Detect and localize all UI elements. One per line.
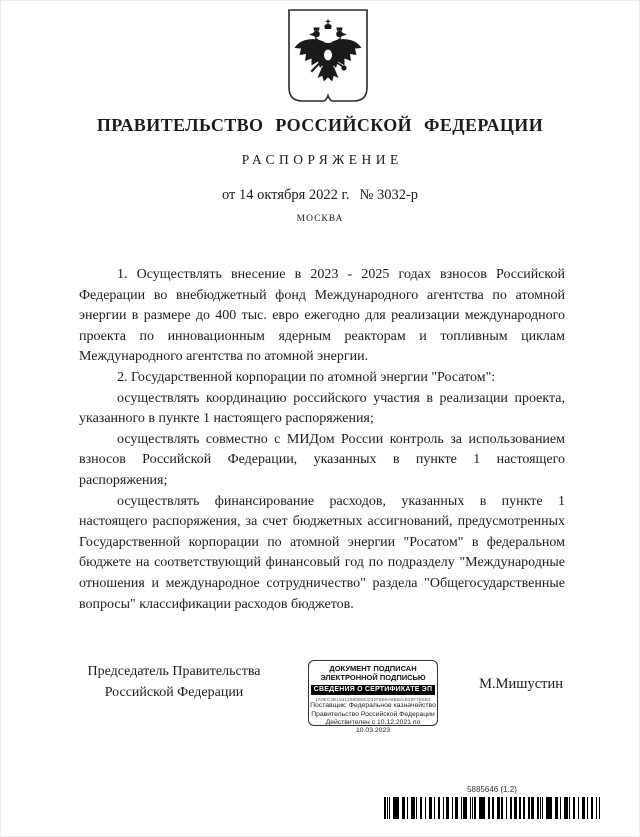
- electronic-signature-stamp: [308, 660, 438, 734]
- document-number: № 3032-р: [359, 187, 419, 203]
- document-body: [79, 265, 565, 615]
- stamp-validity: Действителен с 10.12.2021 по 10.03.2023: [325, 718, 421, 734]
- stamp-certificate-band: СВЕДЕНИЯ О СЕРТИФИКАТЕ ЭП: [311, 685, 435, 695]
- signatory-position-line2: Российской Федерации: [104, 684, 244, 700]
- body-paragraph: осуществлять координацию российского участия в реализации проекта, указанного в пункте 1 настоящего распоряжения;: [79, 390, 565, 427]
- barcode-label: 5885646 (1.2): [467, 785, 517, 794]
- body-paragraph: 1. Осуществлять внесение в 2023 - 2025 годах взносов Российской Федерации во внебюджетный фонд Международного агентства по атомной энергии в размере до 400 тыс. евро ежегодно для реализации международного проекта по инновационным ядерным реакторам и топливным циклам Международного агентства по атомной энергии.: [79, 267, 565, 365]
- body-paragraph: 2. Государственной корпорации по атомной энергии "Росатом":: [117, 369, 496, 385]
- signatory-position: [81, 662, 267, 703]
- stamp-title-line2: ЭЛЕКТРОННОЙ ПОДПИСЬЮ: [320, 672, 426, 682]
- signature-block: [1, 659, 639, 734]
- document-city: МОСКВА: [296, 214, 344, 224]
- document-type-heading: РАСПОРЯЖЕНИЕ: [241, 152, 403, 167]
- russian-coat-of-arms-icon: [288, 9, 368, 102]
- stamp-certificate-serial: 1A9EC2B19412980B8CD32F6E9A8BBA/B29F7E5B3: [315, 696, 431, 702]
- stamp-owner: Правительство Российской Федерации: [311, 710, 435, 718]
- barcode: [384, 797, 600, 819]
- barcode-section: [384, 785, 600, 819]
- page-title: ПРАВИТЕЛЬСТВО РОССИЙСКОЙ ФЕДЕРАЦИИ: [96, 115, 544, 135]
- body-paragraph: осуществлять совместно с МИДом России контроль за использованием взносов Российской Федерации, указанных в пункте 1 настоящего распоряжения;: [79, 431, 565, 488]
- signatory-name: М.Мишустин: [479, 676, 563, 692]
- signatory-position-line1: Председатель Правительства: [87, 664, 261, 679]
- stamp-provider: Поставщик: Федеральное казначейство: [310, 702, 436, 710]
- document-date-line: [1, 187, 639, 204]
- stamp-title-line1: ДОКУМЕНТ ПОДПИСАН: [329, 664, 417, 673]
- body-paragraph: осуществлять финансирование расходов, указанных в пункте 1 настоящего распоряжения, за счет бюджетных ассигнований, предусмотренных Государственной корпорации по атомной энергии "Росатом" в федеральном бюджете на соответствующий финансовый год по подразделу "Международные отношения и международное сотрудничество" раздела "Общегосударственные вопросы" классификации расходов бюджетов.: [79, 493, 565, 612]
- document-date: от 14 октября 2022 г.: [221, 187, 350, 203]
